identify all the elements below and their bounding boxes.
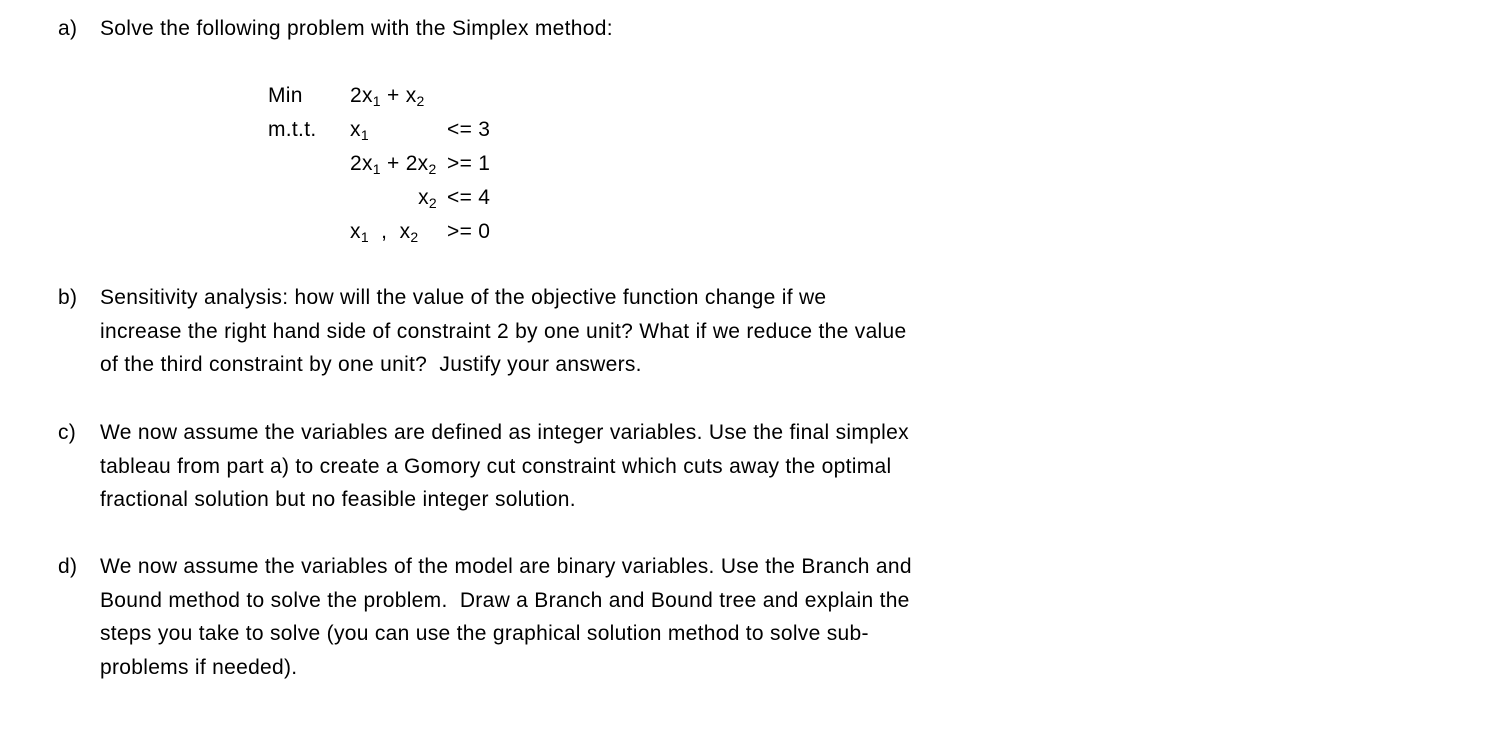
math-keyword-subject-to: m.t.t. bbox=[268, 118, 317, 141]
text-line: steps you take to solve (you can use the graphical solution method to solve sub- bbox=[100, 622, 869, 646]
math-relation: <= 4 bbox=[447, 186, 491, 209]
math-keyword-min: Min bbox=[268, 84, 303, 107]
text-line: Sensitivity analysis: how will the value of the objective function change if we bbox=[100, 286, 827, 309]
item-label: d) bbox=[58, 555, 78, 578]
math-row-objective bbox=[268, 79, 490, 113]
math-row-constraint-3 bbox=[268, 181, 490, 215]
text-line: increase the right hand side of constraint 2 by one unit? What if we reduce the value bbox=[100, 319, 907, 343]
text-line: problems if needed). bbox=[100, 655, 298, 679]
item-label: b) bbox=[58, 286, 78, 309]
item-label: c) bbox=[58, 421, 77, 444]
constraint-expression: $x_2$ bbox=[418, 186, 437, 211]
problem-item-d bbox=[58, 550, 912, 684]
math-row-constraint-1 bbox=[268, 113, 490, 147]
text-line: tableau from part a) to create a Gomory cut constraint which cuts away the optimal bbox=[100, 454, 892, 478]
problem-item-b bbox=[58, 281, 906, 382]
problem-item-a bbox=[58, 12, 613, 46]
item-text bbox=[100, 416, 909, 517]
item-text bbox=[100, 550, 912, 684]
text-line: of the third constraint by one unit? Justify your answers. bbox=[100, 353, 642, 377]
lp-formulation bbox=[268, 79, 490, 249]
constraint-expression: $x_1$ , $x_2$ bbox=[350, 220, 419, 245]
text-line: Bound method to solve the problem. Draw a Branch and Bound tree and explain the bbox=[100, 588, 910, 612]
problem-item-c bbox=[58, 416, 909, 517]
constraint-expression: $x_1$ bbox=[350, 118, 369, 143]
constraint-expression: $2x_1 + 2x_2$ bbox=[350, 152, 437, 177]
item-text bbox=[100, 12, 613, 46]
math-row-constraint-2 bbox=[268, 147, 490, 181]
item-text bbox=[100, 281, 906, 382]
item-label: a) bbox=[58, 17, 78, 40]
objective-expression: $2x_1 + x_2$ bbox=[350, 84, 425, 109]
math-relation: >= 1 bbox=[447, 152, 491, 175]
text-line: We now assume the variables are defined as integer variables. Use the final simplex bbox=[100, 421, 909, 444]
math-relation: >= 0 bbox=[447, 220, 491, 243]
math-row-nonnegativity bbox=[268, 215, 490, 249]
text-line: fractional solution but no feasible integer solution. bbox=[100, 488, 576, 512]
text-line: We now assume the variables of the model are binary variables. Use the Branch and bbox=[100, 555, 912, 578]
math-relation: <= 3 bbox=[447, 118, 491, 141]
text-line: Solve the following problem with the Simplex method: bbox=[100, 17, 613, 40]
